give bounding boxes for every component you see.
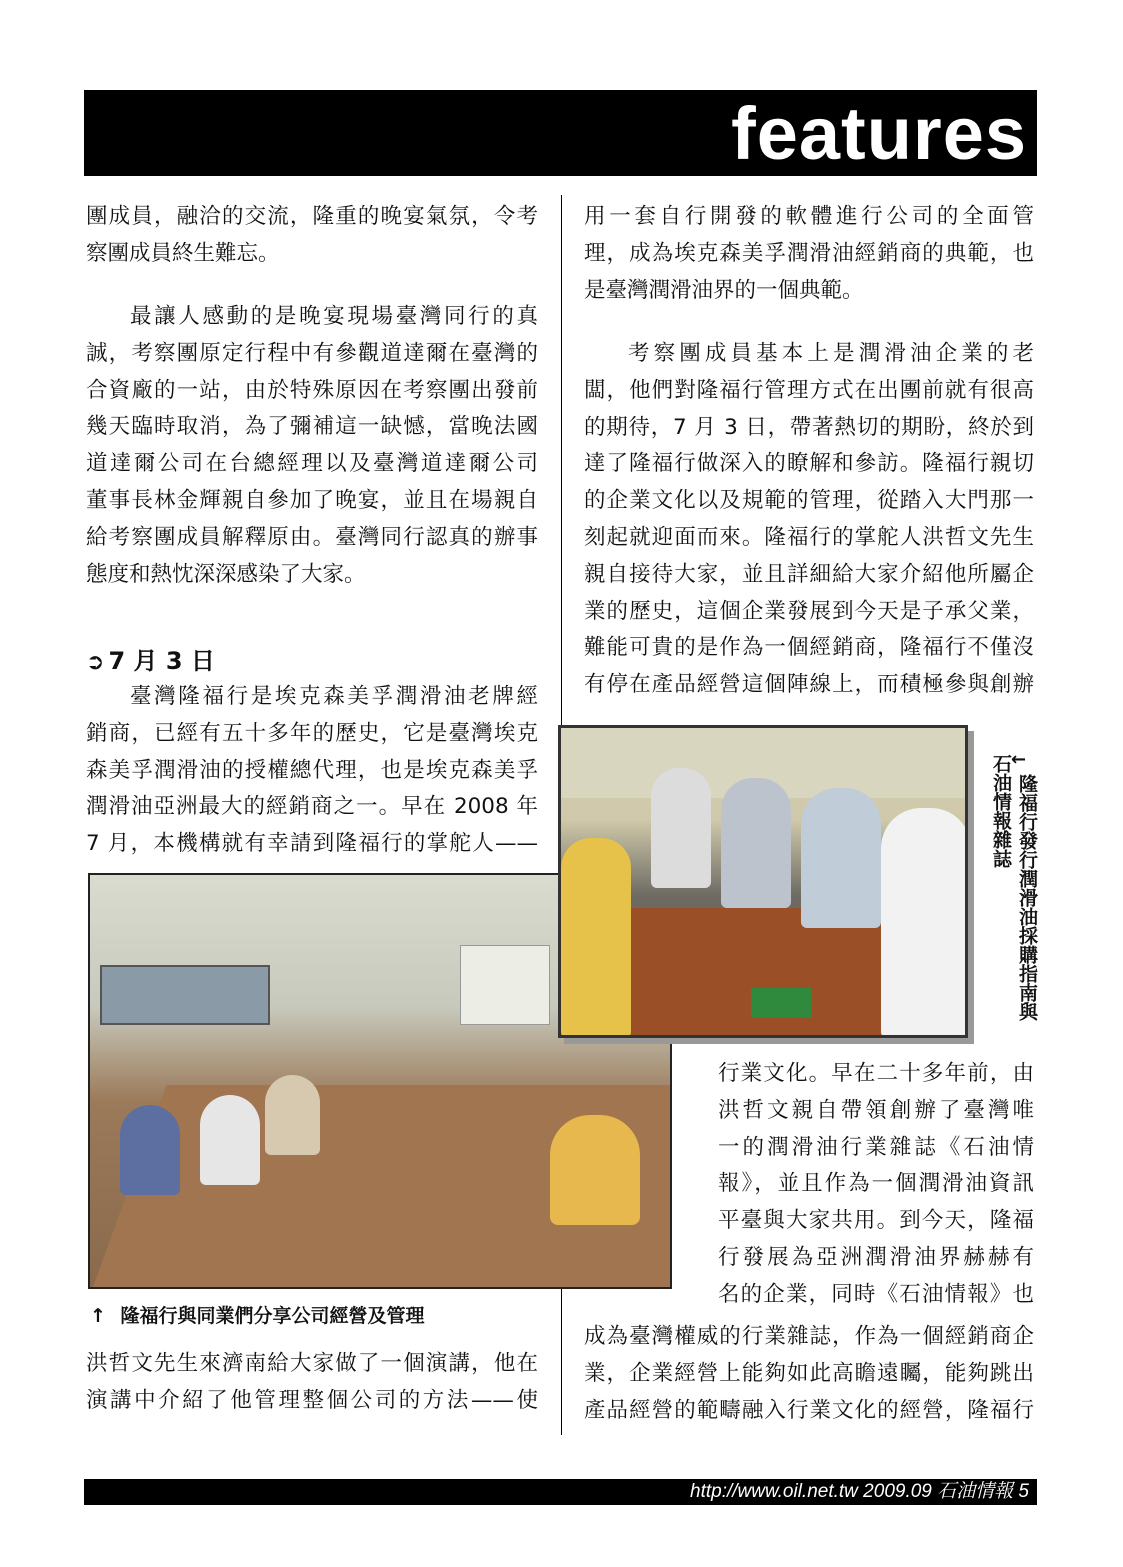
right-paragraph-1 [584,199,1034,309]
caption-text: 石油情報雜誌 [990,754,1012,868]
wall-poster [100,965,270,1025]
section-heading [86,644,215,680]
text-line: 名的企業，同時《石油情報》也 [718,1281,1034,1307]
text-line: 的期待，7 月 3 日，帶著熱切的期盼，終於到 [584,414,1034,440]
text-line: 行業文化。早在二十多年前，由 [718,1061,1034,1086]
text-line: 合資廠的一站，由於特殊原因在考察團出發前 [86,377,538,403]
text-line: 有停在產品經營這個陣線上，而積極參與創辦 [584,672,1034,698]
section-title: features [731,92,1027,175]
header-bar [84,90,1037,176]
text-line: 闆，他們對隆福行管理方式在出團前就有很高 [584,377,1034,403]
attendee [651,768,711,888]
text-line: 誠，考察團原定行程中有參觀道達爾在臺灣的 [86,340,538,366]
arrow-right-circle-icon: ➲ [86,650,105,675]
text-line: 察團成員終生難忘。 [86,240,280,266]
text-line: 業的歷史，這個企業發展到今天是子承父業， [584,598,1034,624]
text-line: 7 月，本機構就有幸請到隆福行的掌舵人—— [86,831,538,857]
attendee [120,1105,180,1195]
text-line: 態度和熱忱深深感染了大家。 [86,561,366,587]
text-line: 理，成為埃克森美孚潤滑油經銷商的典範，也 [584,240,1034,266]
footer-text: http://www.oil.net.tw 2009.09 石油情報 5 [690,1481,1029,1502]
text-line: 產品經營的範疇融入行業文化的經營，隆福行 [584,1397,1034,1423]
text-line: 用一套自行開發的軟體進行公司的全面管 [584,204,1034,229]
left-paragraph-4 [86,1346,538,1420]
projector-screen [460,945,550,1025]
left-paragraph-2 [86,299,538,593]
footer-bar [84,1479,1037,1505]
text-line: 洪哲文親自帶領創辦了臺灣唯 [718,1097,1034,1123]
text-line: 考察團成員基本上是潤滑油企業的老 [628,341,1034,366]
text-line: 董事長林金輝親自參加了晚宴，並且在場親自 [86,487,538,513]
right-paragraph-4 [584,1319,1034,1429]
text-line: 成為臺灣權威的行業雜誌，作為一個經銷商企 [584,1324,1034,1349]
text-line: 給考察團成員解釋原由。臺灣同行認真的辦事 [86,524,538,550]
text-line: 團成員，融洽的交流，隆重的晚宴氣氛，令考 [86,204,538,229]
attendee [561,838,631,1038]
text-line: 刻起就迎面而來。隆福行的掌舵人洪哲文先生 [584,524,1034,550]
text-line: 最讓人感動的是晚宴現場臺灣同行的真 [130,304,538,329]
left-paragraph-1 [86,199,538,273]
attendee [550,1115,640,1225]
attendee [721,778,791,908]
text-line: 演講中介紹了他管理整個公司的方法——使 [86,1387,538,1413]
attendee [200,1095,260,1185]
caption-text: 隆福行與同業們分享公司經營及管理 [120,1305,425,1327]
text-line: 業，企業經營上能夠如此高瞻遠矚，能夠跳出 [584,1360,1034,1386]
left-paragraph-3 [86,679,538,863]
arrow-left-icon: ← [1011,749,1027,770]
caption-text: 隆福行發行潤滑油採購指南與 [1016,774,1038,1021]
text-line: 親自接待大家，並且詳細給大家介紹他所屬企 [584,561,1034,587]
text-line: 銷商，已經有五十多年的歷史，它是臺灣埃克 [86,720,538,746]
text-line: 報》，並且作為一個潤滑油資訊 [718,1171,1034,1197]
text-line: 一的潤滑油行業雜誌《石油情 [718,1134,1034,1160]
text-line: 達了隆福行做深入的瞭解和參訪。隆福行親切 [584,451,1034,477]
magazine [751,988,811,1018]
text-line: 行發展為亞洲潤滑油界赫赫有 [718,1244,1034,1270]
text-line: 洪哲文先生來濟南給大家做了一個演講，他在 [86,1351,538,1376]
photo-caption-1 [90,1301,425,1331]
text-line: 森美孚潤滑油的授權總代理，也是埃克森美孚 [86,757,538,783]
attendee [265,1075,320,1155]
attendee [801,788,881,928]
text-line: 難能可貴的是作為一個經銷商，隆福行不僅沒 [584,635,1034,661]
text-line: 平臺與大家共用。到今天，隆福 [718,1208,1034,1234]
section-heading-text: 7 月 3 日 [108,647,215,675]
right-paragraph-2 [584,336,1034,704]
attendee [881,808,968,1038]
text-line: 是臺灣潤滑油界的一個典範。 [584,277,864,303]
text-line: 潤滑油亞洲最大的經銷商之一。早在 2008 年 [86,794,538,820]
text-line: 幾天臨時取消，為了彌補這一缺憾，當晚法國 [86,414,538,440]
text-line: 道達爾公司在台總經理以及臺灣道達爾公司 [86,451,538,477]
text-line: 的企業文化以及規範的管理，從踏入大門那一 [584,488,1034,514]
magazine-photo [558,725,968,1038]
arrow-up-icon: ↑ [90,1305,106,1327]
text-line: 臺灣隆福行是埃克森美孚潤滑油老牌經 [130,684,538,709]
right-paragraph-3 [718,1056,1034,1314]
